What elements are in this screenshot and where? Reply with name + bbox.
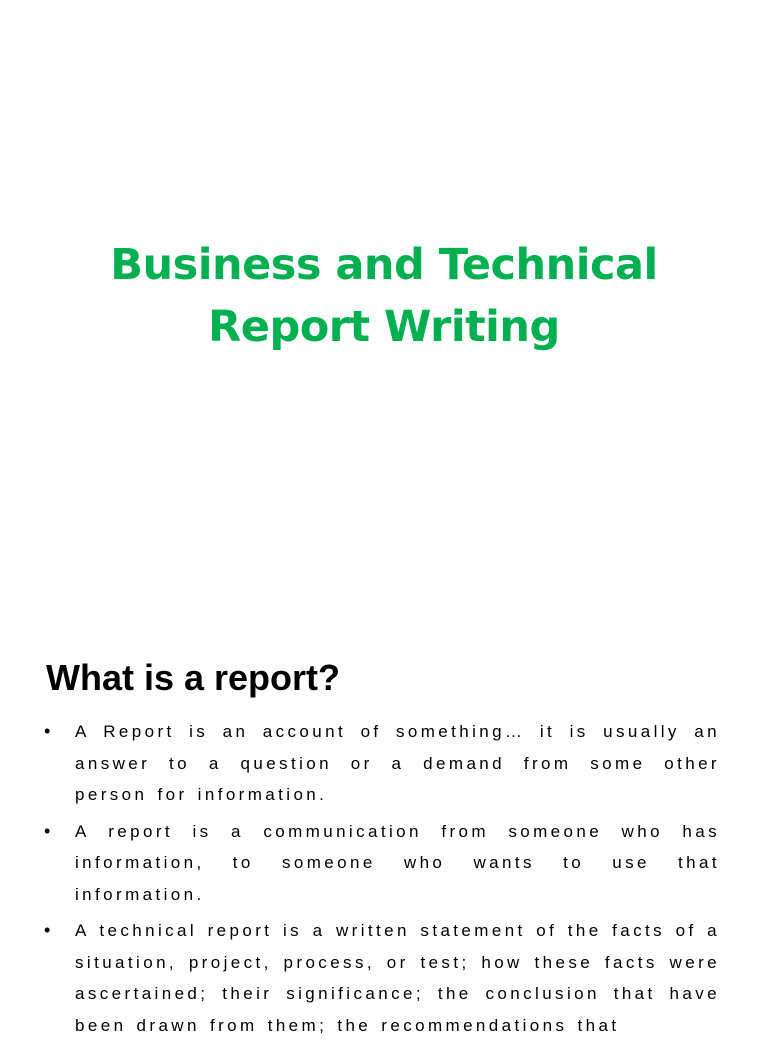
slide-title-line-2: Report Writing bbox=[208, 301, 560, 352]
bullet-marker: • bbox=[44, 721, 51, 741]
bullet-marker: • bbox=[44, 920, 51, 940]
bullet-item-3 bbox=[44, 915, 720, 1041]
bullet-list bbox=[0, 716, 768, 1046]
bullet-item-1 bbox=[44, 716, 720, 811]
bullet-text-1: A Report is an account of something… it is usually an answer to a question or a demand from some other person for information. bbox=[75, 722, 720, 804]
bullet-marker: • bbox=[44, 820, 51, 841]
slide-title bbox=[0, 234, 768, 358]
bullet-text-3: A technical report is a written statement of the facts of a situation, project, process, or test; how these facts were ascertained; their significance; the conclusion that have been drawn from them; the recommendations that bbox=[75, 921, 720, 1035]
bullet-item-2 bbox=[44, 816, 720, 911]
bullet-text-2: A report is a communication from someone who has information, to someone who wants to use that information. bbox=[75, 821, 720, 904]
slide-title-line-1: Business and Technical bbox=[110, 239, 658, 290]
content-heading: What is a report? bbox=[46, 656, 341, 698]
